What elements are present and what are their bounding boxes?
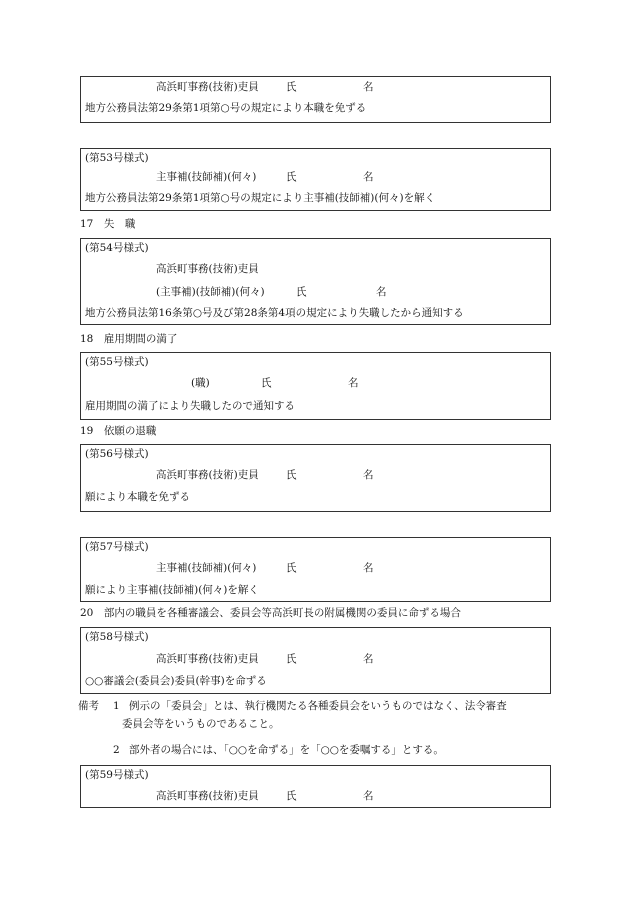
form-body: 地方公務員法第16条第○号及び第28条第4項の規定により失職したから通知する: [85, 307, 464, 319]
section-heading-17: 17 失 職: [80, 218, 136, 230]
name-surname-label: 氏: [286, 653, 297, 665]
name-given-label: 名: [363, 562, 374, 574]
name-given-label: 名: [363, 81, 374, 93]
form-number: (第57号様式): [85, 541, 149, 553]
name-given-label: 名: [376, 286, 387, 298]
form-55-box: [80, 352, 551, 420]
section-heading-20: 20 部内の職員を各種審議会、委員会等高浜町長の附属機関の委員に命ずる場合: [80, 607, 461, 619]
form-number: (第53号様式): [85, 152, 149, 164]
form-53-box: [80, 148, 551, 211]
form-title: 高浜町事務(技術)吏員: [156, 790, 259, 802]
form-number: (第56号様式): [85, 448, 149, 460]
name-surname-label: 氏: [286, 562, 297, 574]
form-title: 高浜町事務(技術)吏員: [156, 263, 259, 275]
note-2-number: 2: [113, 744, 120, 756]
form-number: (第55号様式): [85, 356, 149, 368]
form-box-continued: [80, 76, 551, 123]
form-58-box: [80, 627, 551, 694]
name-given-label: 名: [363, 171, 374, 183]
form-body: 願により主事補(技師補)(何々)を解く: [85, 584, 259, 596]
form-title: (職): [191, 377, 210, 389]
form-54-box: [80, 238, 551, 325]
form-title: 高浜町事務(技術)吏員: [156, 653, 259, 665]
note-1-text-line1: 例示の「委員会」とは、執行機関たる各種委員会をいうものではなく、法令審査: [129, 700, 507, 712]
notes-label: 備考: [78, 700, 99, 712]
name-given-label: 名: [363, 653, 374, 665]
note-2-text: 部外者の場合には、「○○を命ずる」を「○○を委嘱する」とする。: [129, 744, 444, 756]
section-heading-19: 19 依願の退職: [80, 425, 157, 437]
note-1-number: 1: [113, 700, 120, 712]
name-surname-label: 氏: [261, 377, 272, 389]
name-given-label: 名: [348, 377, 359, 389]
name-surname-label: 氏: [286, 81, 297, 93]
name-surname-label: 氏: [286, 469, 297, 481]
form-body: 地方公務員法第29条第1項第○号の規定により主事補(技師補)(何々)を解く: [85, 192, 436, 204]
section-heading-18: 18 雇用期間の満了: [80, 333, 178, 345]
form-57-box: [80, 537, 551, 602]
form-body: 願により本職を免ずる: [85, 491, 190, 503]
form-body: 地方公務員法第29条第1項第○号の規定により本職を免ずる: [85, 102, 367, 114]
form-body: 雇用期間の満了により失職したので通知する: [85, 400, 295, 412]
form-title: 主事補(技師補)(何々): [156, 562, 257, 574]
name-given-label: 名: [363, 469, 374, 481]
form-number: (第58号様式): [85, 631, 149, 643]
form-56-box: [80, 444, 551, 512]
name-surname-label: 氏: [286, 790, 297, 802]
note-1-text-line2: 委員会等をいうものであること。: [122, 718, 280, 730]
form-59-box: [80, 765, 551, 808]
form-title: 高浜町事務(技術)吏員: [156, 469, 259, 481]
form-number: (第59号様式): [85, 769, 149, 781]
form-number: (第54号様式): [85, 242, 149, 254]
name-surname-label: 氏: [286, 171, 297, 183]
name-given-label: 名: [363, 790, 374, 802]
form-title: 主事補(技師補)(何々): [156, 171, 257, 183]
form-body: ○○審議会(委員会)委員(幹事)を命ずる: [85, 675, 267, 687]
form-title: 高浜町事務(技術)吏員: [156, 81, 259, 93]
form-title-sub: (主事補)(技師補)(何々): [156, 286, 265, 298]
name-surname-label: 氏: [296, 286, 307, 298]
